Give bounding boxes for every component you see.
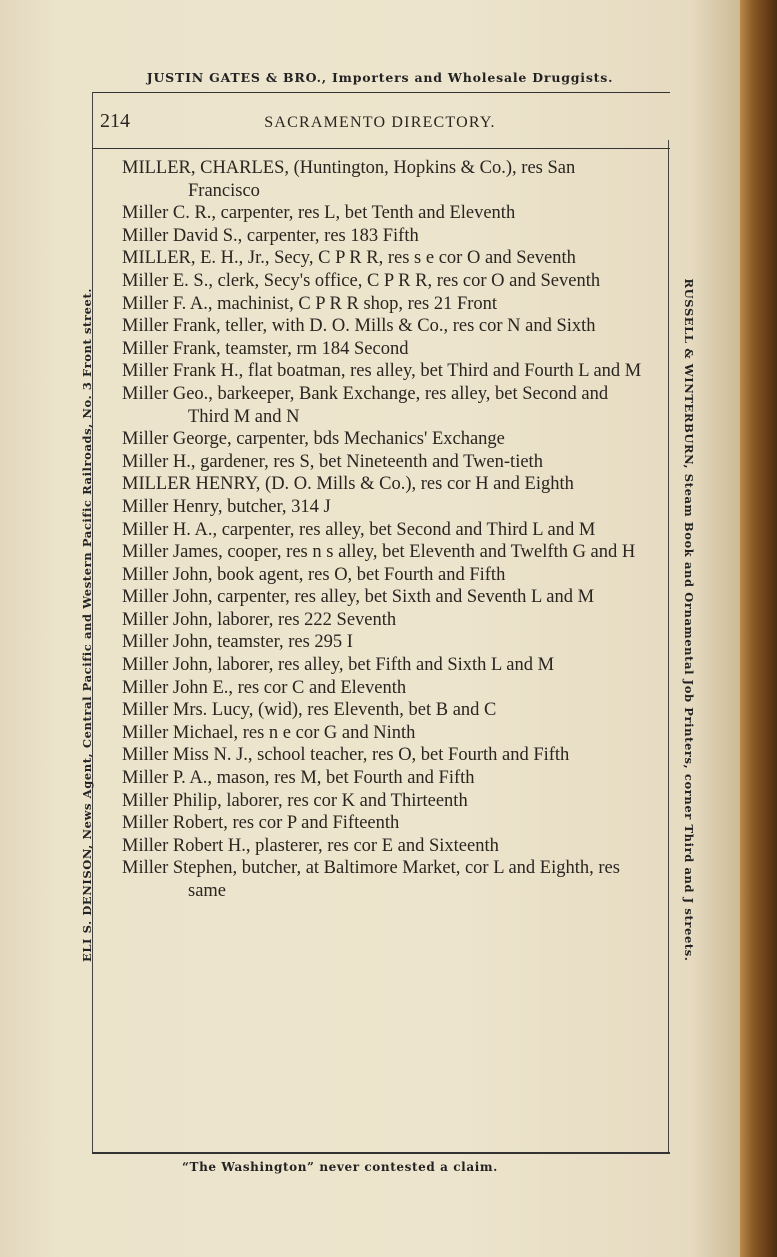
directory-entry: Miller David S., carpenter, res 183 Fifth: [122, 225, 419, 246]
directory-entry: MILLER, E. H., Jr., Secy, C P R R, res s e cor O and Seventh: [122, 248, 576, 269]
running-title: SACRAMENTO DIRECTORY.: [264, 114, 496, 131]
directory-entry: Miller E. S., clerk, Secy's office, C P R R, res cor O and Seventh: [122, 270, 601, 291]
right-frame-rule: [668, 140, 669, 1152]
directory-entry: Miller George, carpenter, bds Mechanics' Exchange: [122, 429, 505, 450]
directory-entry: Miller Geo., barkeeper, Bank Exchange, res alley, bet Second and Third M and N: [122, 383, 609, 427]
directory-entry: Miller John, teamster, res 295 I: [122, 632, 353, 653]
directory-entry: Miller Robert, res cor P and Fifteenth: [122, 813, 400, 834]
directory-entries: [122, 157, 650, 903]
directory-entry: Miller Mrs. Lucy, (wid), res Eleventh, bet B and C: [122, 700, 497, 721]
top-advertisement: JUSTIN GATES & BRO., Importers and Wholesale Druggists.: [146, 70, 614, 85]
directory-entry: Miller H., gardener, res S, bet Nineteenth and Twen-tieth: [122, 451, 543, 472]
directory-entry: Miller John E., res cor C and Eleventh: [122, 677, 407, 698]
directory-entry: Miller Philip, laborer, res cor K and Thirteenth: [122, 790, 468, 811]
directory-entry: Miller John, book agent, res O, bet Fourth and Fifth: [122, 564, 506, 585]
directory-entry: Miller F. A., machinist, C P R R shop, res 21 Front: [122, 293, 498, 314]
top-rule: [92, 92, 670, 93]
bottom-rule: [92, 1152, 670, 1154]
directory-entry: Miller H. A., carpenter, res alley, bet Second and Third L and M: [122, 519, 596, 540]
left-margin-ad-text: ELI S. DENISON, News Agent, Central Pacific and Western Pacific Railroads, No. 3 Front street.: [80, 288, 94, 962]
directory-entry: Miller Frank, teamster, rm 184 Second: [122, 338, 409, 359]
directory-entry: Miller Miss N. J., school teacher, res O, bet Fourth and Fifth: [122, 745, 570, 766]
directory-entry: Miller John, carpenter, res alley, bet Sixth and Seventh L and M: [122, 587, 595, 608]
directory-entry: MILLER HENRY, (D. O. Mills & Co.), res cor H and Eighth: [122, 474, 574, 495]
directory-entry: Miller James, cooper, res n s alley, bet Eleventh and Twelfth G and H: [122, 542, 636, 563]
directory-entry: Miller Frank H., flat boatman, res alley, bet Third and Fourth L and M: [122, 361, 642, 382]
directory-entry: Miller Henry, butcher, 314 J: [122, 496, 331, 517]
directory-entry: MILLER, CHARLES, (Huntington, Hopkins & Co.), res San Francisco: [122, 158, 576, 201]
directory-entry: Miller Stephen, butcher, at Baltimore Market, cor L and Eighth, res same: [122, 858, 620, 901]
header-rule: [92, 148, 670, 149]
directory-entry: Miller Robert H., plasterer, res cor E and Sixteenth: [122, 835, 499, 856]
bottom-advertisement: “The Washington” never contested a claim.: [182, 1160, 498, 1174]
right-margin-ad-text: RUSSELL & WINTERBURN, Steam Book and Ornamental Job Printers, corner Third and J streets.: [682, 278, 696, 962]
directory-entry: Miller P. A., mason, res M, bet Fourth and Fifth: [122, 768, 475, 789]
page-number: 214: [100, 110, 130, 132]
page-edge: [740, 0, 777, 1257]
directory-entry: Miller John, laborer, res alley, bet Fifth and Sixth L and M: [122, 655, 555, 676]
directory-entry: Miller Michael, res n e cor G and Ninth: [122, 722, 416, 743]
directory-entry: Miller Frank, teller, with D. O. Mills & Co., res cor N and Sixth: [122, 316, 596, 337]
directory-entry: Miller C. R., carpenter, res L, bet Tenth and Eleventh: [122, 203, 516, 224]
directory-entry: Miller John, laborer, res 222 Seventh: [122, 609, 397, 630]
